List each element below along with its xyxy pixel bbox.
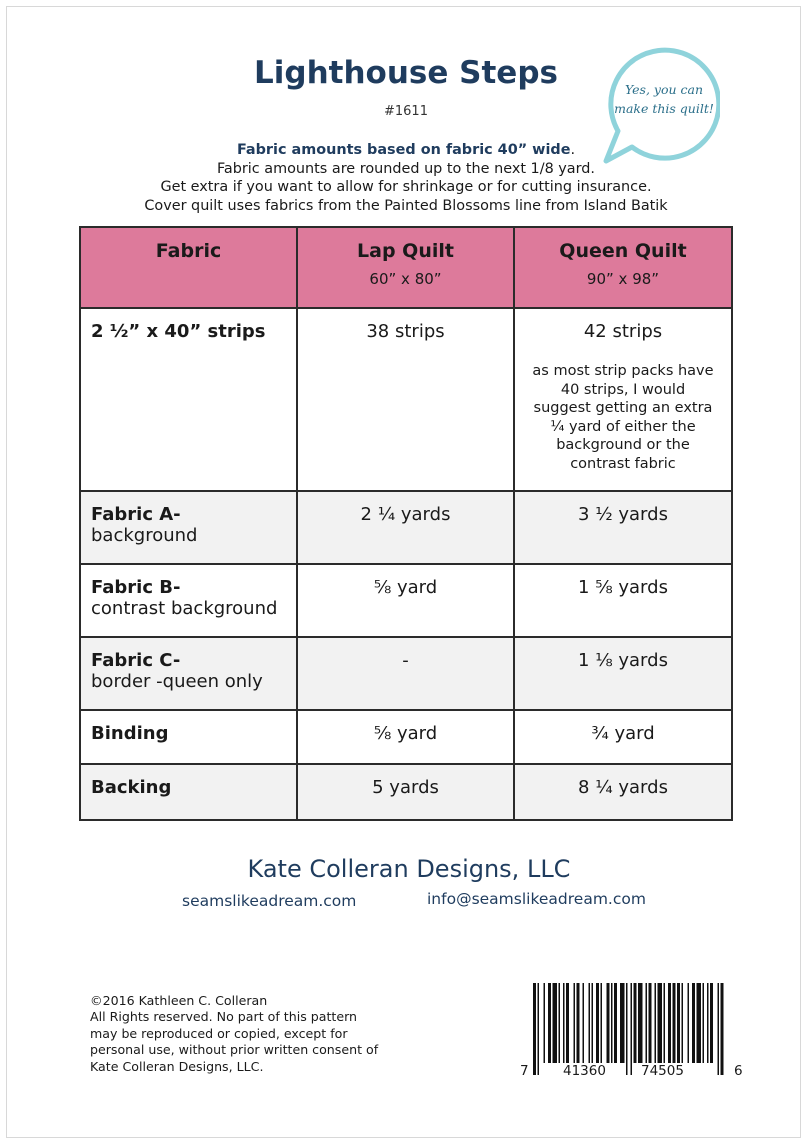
- barcode-bar: [577, 983, 580, 1063]
- barcode-bar: [631, 983, 633, 1075]
- page-title: Lighthouse Steps: [254, 55, 558, 91]
- row-label: [80, 764, 297, 820]
- row-label: [80, 491, 297, 564]
- company-name: Kate Colleran Designs, LLC: [247, 855, 571, 883]
- table-row: [80, 491, 732, 564]
- barcode-bar: [620, 983, 625, 1063]
- row-label-text: 2 ½” x 40” strips: [91, 321, 266, 342]
- lap-value: 5 yards: [297, 764, 514, 820]
- barcode-bar: [638, 983, 643, 1063]
- queen-value: 8 ¼ yards: [514, 764, 732, 820]
- header-fabric-label: Fabric: [155, 240, 222, 262]
- copyright-notice: [90, 993, 450, 1075]
- speech-bubble-text: [608, 80, 720, 118]
- row-label-text: Fabric A-: [91, 504, 181, 525]
- queen-value: ¾ yard: [514, 710, 732, 764]
- note-line-4: Cover quilt uses fabrics from the Painted Blossoms line from Island Batik: [144, 197, 668, 214]
- barcode-digit-first: 7: [520, 1063, 529, 1079]
- row-label-text: Binding: [91, 723, 169, 744]
- row-label-sub: background: [91, 525, 198, 546]
- barcode-bar: [697, 983, 702, 1063]
- barcode-bar: [559, 983, 561, 1063]
- queen-value: [514, 308, 732, 491]
- barcode-bar: [563, 983, 565, 1063]
- table-row: [80, 764, 732, 820]
- barcode-bar: [703, 983, 705, 1063]
- fabric-notes: [0, 141, 809, 215]
- barcode-digit-last: 6: [734, 1063, 743, 1079]
- barcode-bar: [634, 983, 637, 1063]
- barcode-bar: [544, 983, 546, 1063]
- barcode-digits-right: 74505: [641, 1063, 684, 1079]
- table-row: [80, 710, 732, 764]
- row-label-sub: border -queen only: [91, 671, 263, 692]
- note-width: Fabric amounts based on fabric 40” wide: [236, 142, 571, 158]
- copyright-line: may be reproduced or copied, except for: [90, 1025, 348, 1041]
- note-line-3: Get extra if you want to allow for shrinkage or for cutting insurance.: [160, 179, 652, 195]
- barcode-bar: [566, 983, 569, 1063]
- barcode-bar: [626, 983, 628, 1075]
- barcode-bar: [607, 983, 610, 1063]
- website-link[interactable]: seamslikeadream.com: [182, 892, 357, 910]
- barcode-bar: [658, 983, 663, 1063]
- lap-value: ⅝ yard: [297, 564, 514, 637]
- barcode-bar: [668, 983, 671, 1063]
- barcode-bar: [718, 983, 720, 1075]
- header-queen-quilt: [514, 227, 732, 308]
- header-lap-dims: 60” x 80”: [369, 270, 442, 288]
- barcode-bar: [664, 983, 666, 1063]
- barcode-bar: [601, 983, 603, 1063]
- queen-value-text: 42 strips: [583, 321, 663, 342]
- row-label: [80, 564, 297, 637]
- upc-barcode: [520, 983, 743, 1093]
- note-line-1: [0, 141, 809, 160]
- queen-value: 1 ⅛ yards: [514, 637, 732, 710]
- speech-bubble-line-2: make this quilt!: [614, 101, 714, 116]
- barcode-bar: [707, 983, 709, 1063]
- queen-value: 1 ⅝ yards: [514, 564, 732, 637]
- row-label-text: Backing: [91, 777, 172, 798]
- table-header-row: [80, 227, 732, 308]
- table-row: [80, 308, 732, 491]
- strip-pack-note: as most strip packs have 40 strips, I would suggest getting an extra ¼ yard of either the background or the contrast fabric: [532, 363, 714, 472]
- note-line-2: Fabric amounts are rounded up to the next 1/8 yard.: [216, 160, 596, 177]
- row-label: [80, 308, 297, 491]
- barcode-bars: [531, 983, 726, 1075]
- barcode-bar: [614, 983, 617, 1063]
- lap-value: -: [297, 637, 514, 710]
- barcode-bar: [721, 983, 724, 1075]
- barcode-bar: [592, 983, 594, 1063]
- table-row: [80, 564, 732, 637]
- barcode-bar: [646, 983, 648, 1063]
- row-label-sub: contrast background: [91, 598, 278, 619]
- barcode-bar: [553, 983, 558, 1063]
- barcode-bar: [710, 983, 713, 1063]
- copyright-line: personal use, without prior written consent of: [90, 1042, 379, 1058]
- barcode-bar: [692, 983, 695, 1063]
- barcode-bar: [574, 983, 576, 1063]
- barcode-bar: [548, 983, 551, 1063]
- header-lap-quilt: [297, 227, 514, 308]
- queen-value: 3 ½ yards: [514, 491, 732, 564]
- row-label: [80, 710, 297, 764]
- barcode-bar: [682, 983, 684, 1063]
- barcode-bar: [655, 983, 657, 1063]
- lap-value: ⅝ yard: [297, 710, 514, 764]
- email-link[interactable]: info@seamslikeadream.com: [427, 890, 646, 908]
- lap-value: 2 ¼ yards: [297, 491, 514, 564]
- copyright-line: Kate Colleran Designs, LLC.: [90, 1058, 264, 1074]
- row-label-text: Fabric C-: [91, 650, 181, 671]
- barcode-bar: [677, 983, 680, 1063]
- barcode-bar: [649, 983, 652, 1063]
- table-row: [80, 637, 732, 710]
- header-queen-dims: 90” x 98”: [586, 270, 660, 288]
- header-fabric: [80, 227, 297, 308]
- barcode-bar: [673, 983, 676, 1063]
- pattern-number: #1611: [384, 104, 428, 119]
- barcode-bar: [611, 983, 613, 1063]
- barcode-bar: [533, 983, 536, 1075]
- header-queen-label: Queen Quilt: [559, 240, 687, 262]
- speech-bubble-line-1: Yes, you can: [624, 82, 704, 97]
- barcode-bar: [538, 983, 540, 1075]
- header-lap-label: Lap Quilt: [357, 240, 454, 262]
- row-label-text: Fabric B-: [91, 577, 181, 598]
- barcode-bar: [589, 983, 591, 1063]
- copyright-line: ©2016 Kathleen C. Colleran: [90, 993, 268, 1008]
- row-label: [80, 637, 297, 710]
- barcode-bar: [688, 983, 690, 1063]
- lap-value: 38 strips: [297, 308, 514, 491]
- fabric-requirements-table: [79, 226, 733, 821]
- copyright-line: All Rights reserved. No part of this pattern: [90, 1009, 358, 1025]
- barcode-bar: [583, 983, 585, 1063]
- barcode-digits-left: 41360: [563, 1063, 606, 1079]
- note-width-period: .: [570, 142, 576, 158]
- barcode-bar: [596, 983, 599, 1063]
